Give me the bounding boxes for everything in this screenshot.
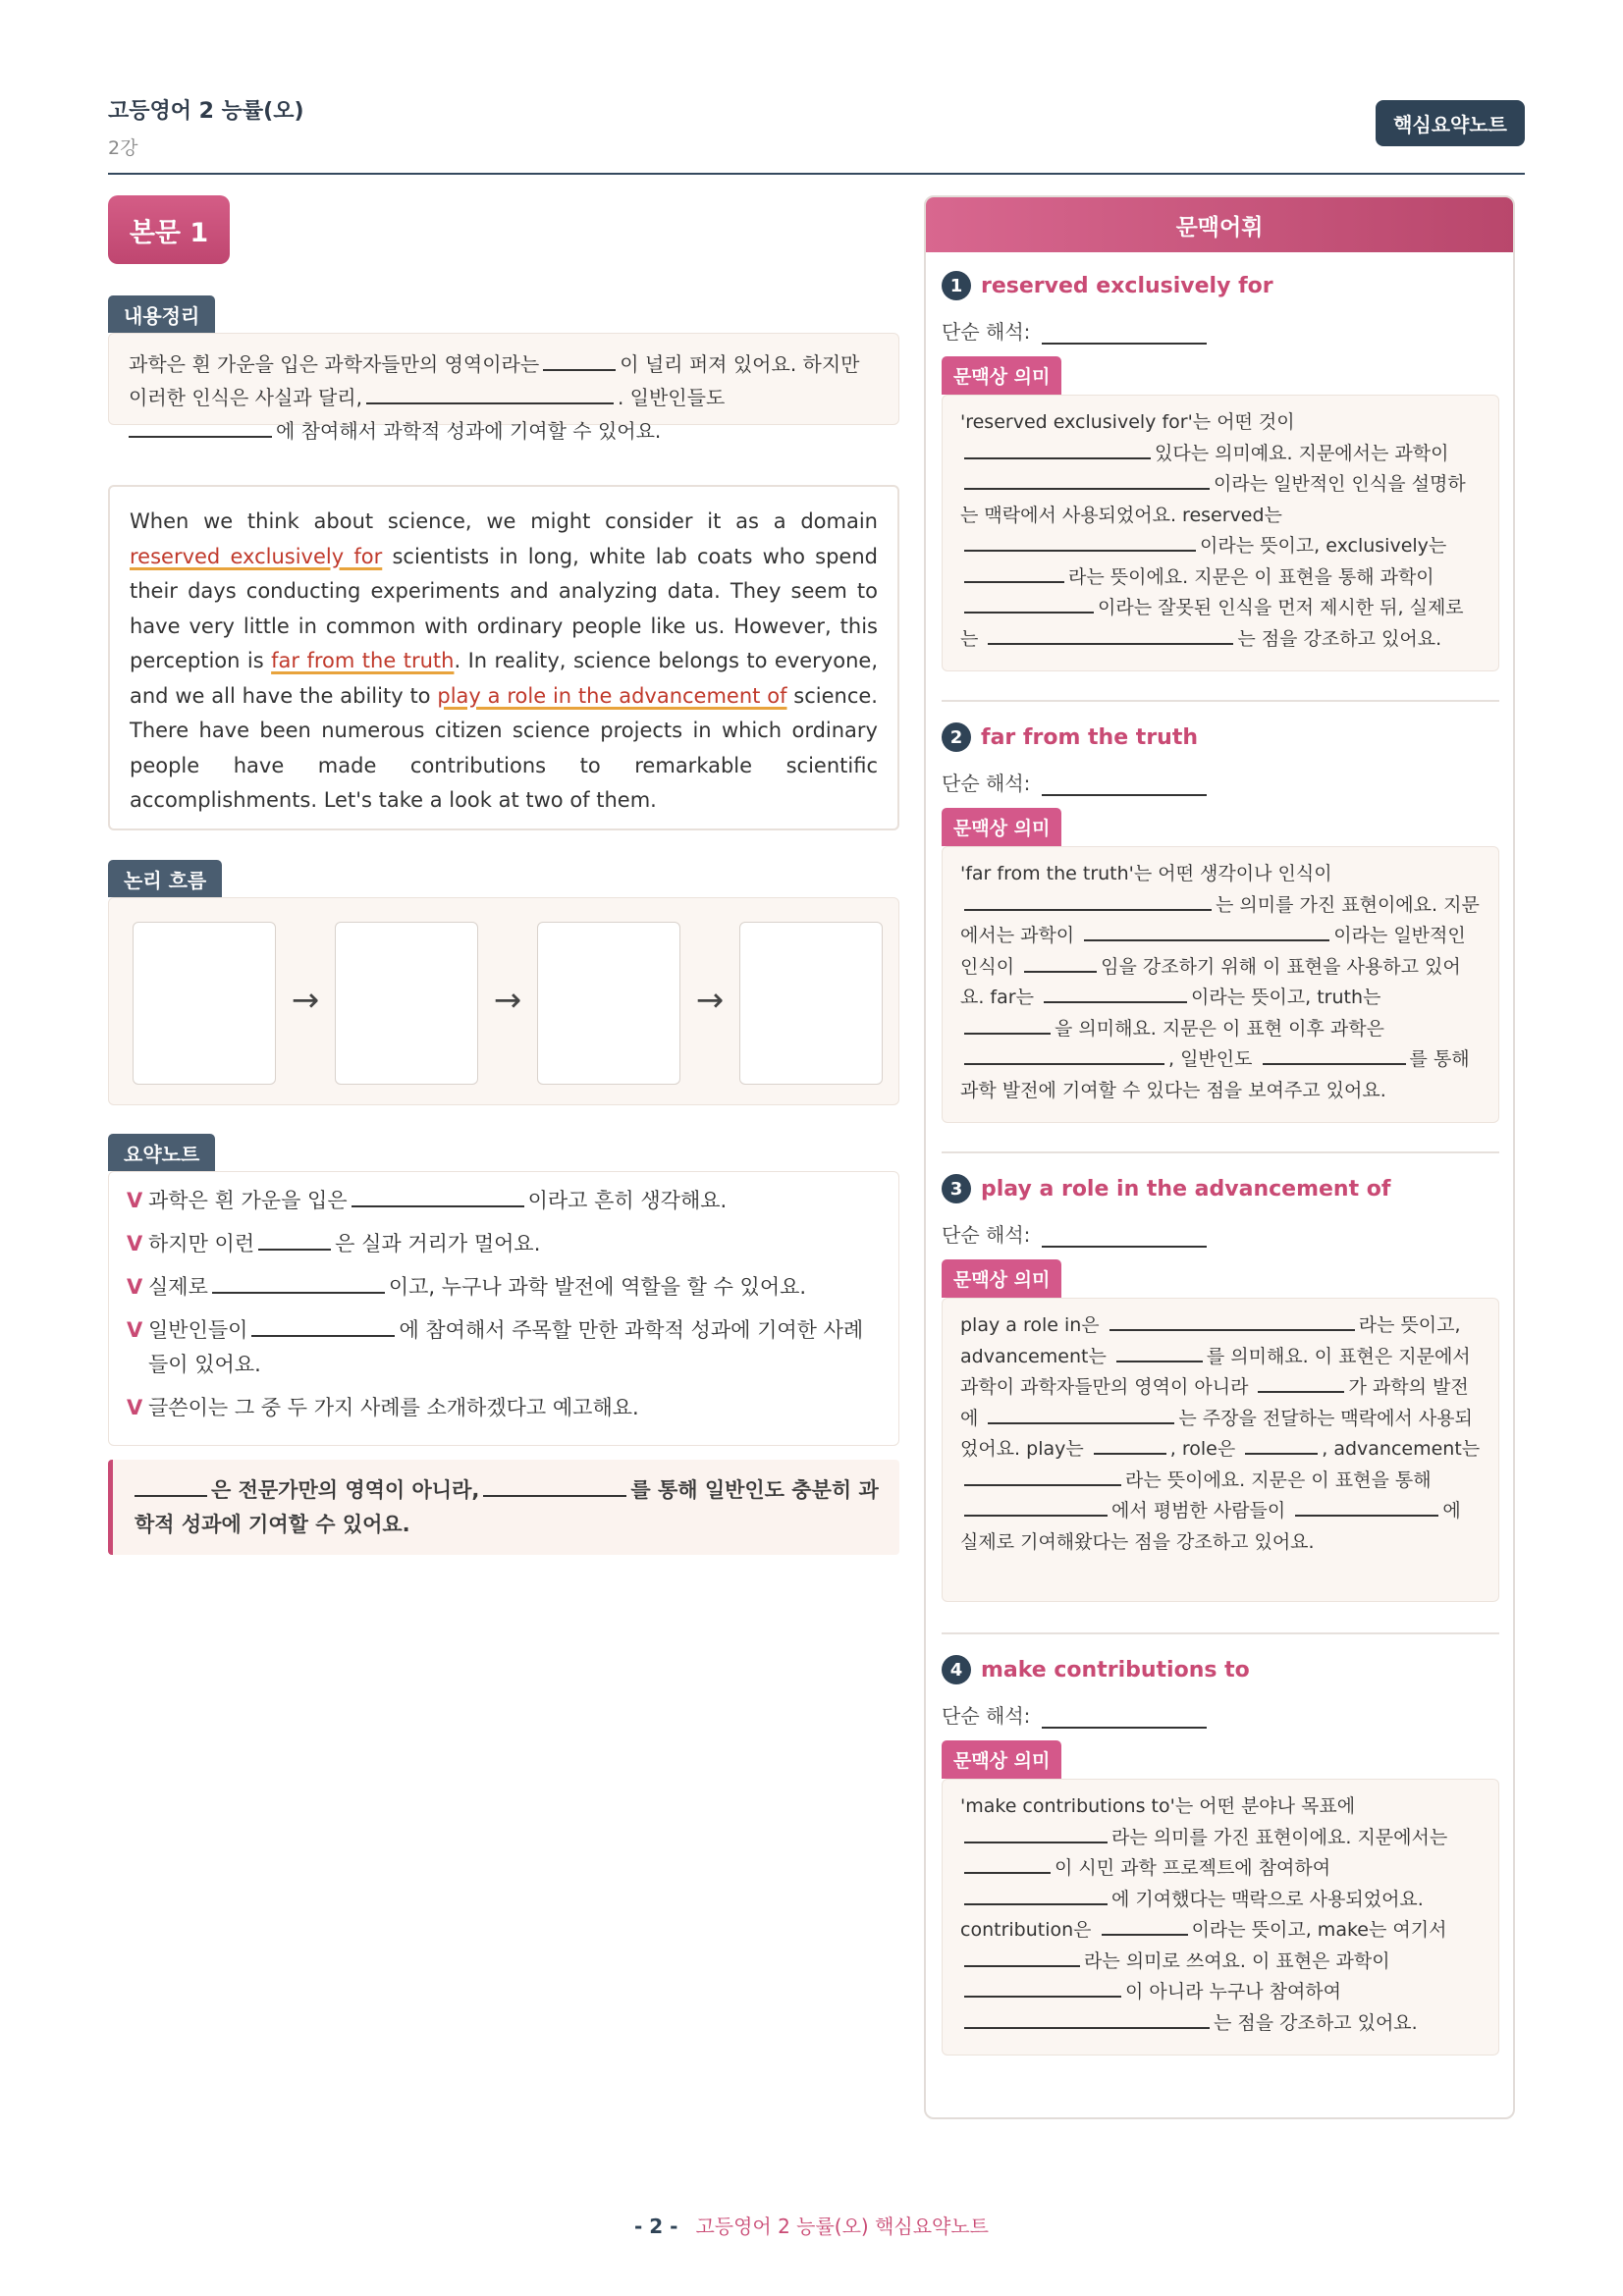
flow-card-2[interactable] (335, 922, 478, 1085)
item-number-badge: 3 (942, 1174, 971, 1203)
vocab-term: make contributions to (981, 1657, 1250, 1682)
highlight-play-a-role[interactable]: play a role in the advancement of (437, 683, 787, 708)
flow-card-3[interactable] (537, 922, 680, 1085)
check-mark-icon: V (127, 1232, 143, 1255)
simple-translation-row (942, 309, 1499, 345)
lesson-tag: 본문 1 (108, 195, 230, 264)
arrow-icon: → (291, 981, 320, 1020)
answer-blank[interactable] (352, 1187, 524, 1207)
answer-blank[interactable] (366, 385, 614, 404)
context-text: 이라는 뜻이고, truth는 (1190, 987, 1381, 1008)
answer-blank[interactable] (258, 1230, 331, 1251)
check-mark-icon: V (127, 1275, 143, 1299)
passage-text: science. There have been numerous citizen science projects in which ordinary people have made contributions to remarkable scientific accomplishments. Let's take a look at two of them. (130, 683, 878, 812)
note-text: 글쓴이는 그 중 두 가지 사례를 소개하겠다고 예고해요. (148, 1396, 639, 1419)
context-meaning-tag: 문맥상 의미 (942, 808, 1061, 846)
context-text: 가 과학의 발전에 (960, 1376, 1469, 1429)
answer-blank[interactable] (964, 1498, 1108, 1517)
note-item (127, 1184, 881, 1218)
context-text: 이 시민 과학 프로젝트에 참여하여 (1055, 1857, 1331, 1879)
simple-translation-label: 단순 해석: (942, 1704, 1031, 1728)
summary-text-4: 에 참여해서 과학적 성과에 기여할 수 있어요. (276, 419, 662, 443)
page-header (108, 94, 1525, 175)
check-mark-icon: V (127, 1189, 143, 1212)
vocab-term: play a role in the advancement of (981, 1176, 1391, 1201)
context-meaning-tag: 문맥상 의미 (942, 1259, 1061, 1298)
summary-text-3: . 일반인들도 (617, 386, 726, 409)
page-footer (0, 2211, 1623, 2239)
answer-blank[interactable] (964, 533, 1196, 552)
context-text: 를 의미해요. 이 표현은 지문에서 과학이 과학자들만의 영역이 아니라 (960, 1345, 1471, 1398)
note-text: 하지만 이런 (148, 1232, 255, 1255)
flow-card-1[interactable] (133, 922, 276, 1085)
answer-blank[interactable] (1245, 1436, 1318, 1455)
context-text: 는 점을 강조하고 있어요. (1237, 627, 1442, 650)
passage-text: scientists in long, white lab coats who spend their days conducting experiments and analyzing data. They seem to have very little in common with ordinary people like us. However, this perception is (130, 544, 878, 672)
answer-blank[interactable] (964, 441, 1151, 459)
context-text: , 일반인도 (1168, 1048, 1253, 1070)
context-text: 있다는 의미예요. 지문에서는 과학이 (1155, 442, 1449, 464)
context-meaning-box (942, 1298, 1499, 1602)
answer-blank[interactable] (1295, 1498, 1438, 1517)
simple-translation-row (942, 1212, 1499, 1248)
answer-blank[interactable] (1042, 1228, 1207, 1248)
vocab-term: far from the truth (981, 724, 1199, 750)
note-text: 실제로 (148, 1275, 208, 1299)
context-text: 에서 평범한 사람들이 (1111, 1500, 1286, 1522)
note-text: 과학은 흰 가운을 입은 (148, 1189, 348, 1212)
arrow-icon: → (493, 981, 522, 1020)
simple-translation-label: 단순 해석: (942, 320, 1031, 344)
context-text: 는 점을 강조하고 있어요. (1214, 2011, 1418, 2034)
summary-notes-box (108, 1171, 899, 1446)
note-text: 이라고 흔히 생각해요. (527, 1189, 728, 1212)
answer-blank[interactable] (251, 1316, 395, 1337)
passage-text: When we think about science, we might consider it as a domain (130, 509, 878, 533)
conclusion-box (108, 1460, 899, 1555)
context-meaning-box (942, 1779, 1499, 2056)
answer-blank[interactable] (543, 351, 616, 371)
answer-blank[interactable] (988, 1406, 1174, 1424)
note-text: 은 실과 거리가 멀어요. (335, 1232, 541, 1255)
context-text: 이라는 일반적인 인식이 (960, 925, 1466, 978)
answer-blank[interactable] (1263, 1046, 1406, 1065)
note-type-badge: 핵심요약노트 (1376, 100, 1525, 146)
note-text: 일반인들이 (148, 1318, 248, 1342)
summary-text-1: 과학은 흰 가운을 입은 과학자들만의 영역이라는 (129, 352, 540, 376)
answer-blank[interactable] (1258, 1374, 1344, 1393)
answer-blank[interactable] (964, 1855, 1051, 1874)
vocab-item-1 (942, 268, 1499, 671)
answer-blank[interactable] (964, 1949, 1080, 1967)
context-text: 를 통해 과학 발전에 기여할 수 있다는 점을 보여주고 있어요. (960, 1048, 1470, 1101)
divider (942, 700, 1499, 702)
context-text: , role은 (1169, 1438, 1236, 1460)
note-text: 이고, 누구나 과학 발전에 역할을 할 수 있어요. (388, 1275, 807, 1299)
answer-blank[interactable] (964, 2010, 1210, 2029)
answer-blank[interactable] (964, 1887, 1108, 1905)
vocab-panel-title: 문맥어휘 (926, 197, 1513, 252)
answer-blank[interactable] (1042, 1709, 1207, 1729)
context-text: 'reserved exclusively for'는 어떤 것이 (960, 411, 1295, 433)
context-text: 라는 뜻이고, advancement는 (960, 1314, 1461, 1367)
context-text: 이라는 일반적인 인식을 설명하는 맥락에서 사용되었어요. reserved는 (960, 473, 1466, 526)
note-item (127, 1227, 881, 1261)
page-number: - 2 - (633, 2215, 678, 2238)
context-text: 이라는 뜻이고, make는 여기서 (1191, 1919, 1447, 1941)
answer-blank[interactable] (1109, 1312, 1355, 1331)
conclusion-text: 를 통해 일반인도 충분히 과학적 성과에 기여할 수 있어요. (135, 1478, 879, 1536)
context-text: 에 실제로 기여해왔다는 점을 강조하고 있어요. (960, 1500, 1461, 1553)
simple-translation-label: 단순 해석: (942, 1223, 1031, 1247)
answer-blank[interactable] (964, 1468, 1121, 1486)
divider (942, 1632, 1499, 1634)
context-text: 는 주장을 전달하는 맥락에서 사용되었어요. play는 (960, 1407, 1473, 1460)
divider (942, 1151, 1499, 1153)
context-text: , advancement는 (1322, 1438, 1481, 1460)
answer-blank[interactable] (1024, 954, 1097, 973)
footer-title: 고등영어 2 능률(오) 핵심요약노트 (695, 2215, 989, 2238)
answer-blank[interactable] (1084, 923, 1329, 941)
answer-blank[interactable] (964, 471, 1210, 490)
vocab-term: reserved exclusively for (981, 273, 1273, 298)
context-text: 'far from the truth'는 어떤 생각이나 인식이 (960, 863, 1332, 884)
context-text: 이라는 잘못된 인식을 먼저 제시한 뒤, 실제로는 (960, 597, 1464, 650)
summary-box (108, 333, 899, 443)
vocab-item-3 (942, 1171, 1499, 1602)
note-item (127, 1270, 881, 1305)
answer-blank[interactable] (135, 1476, 207, 1497)
passage-box (108, 485, 899, 830)
note-text: 에 참여해서 주목할 만한 과학적 성과에 기여한 사례들이 있어요. (148, 1318, 864, 1376)
flow-card-4[interactable] (739, 922, 883, 1085)
vocab-item-4 (942, 1652, 1499, 2056)
vocab-panel (924, 195, 1515, 2119)
context-text: 는 의미를 가진 표현이에요. 지문에서는 과학이 (960, 893, 1480, 946)
context-text: 라는 의미로 쓰여요. 이 표현은 과학이 (1084, 1949, 1390, 1972)
context-meaning-box (942, 846, 1499, 1123)
context-meaning-tag: 문맥상 의미 (942, 1740, 1061, 1779)
answer-blank[interactable] (964, 1046, 1164, 1065)
item-number-badge: 2 (942, 722, 971, 752)
arrow-icon: → (695, 981, 725, 1020)
context-text: 임을 강조하기 위해 이 표현을 사용하고 있어요. far는 (960, 955, 1461, 1008)
context-text: 라는 뜻이에요. 지문은 이 표현을 통해 (1125, 1468, 1432, 1491)
check-mark-icon: V (127, 1396, 143, 1419)
context-text: 을 의미해요. 지문은 이 표현 이후 과학은 (1055, 1017, 1384, 1040)
context-meaning-box (942, 395, 1499, 671)
context-text: 이라는 뜻이고, exclusively는 (1200, 535, 1447, 557)
context-text: 이 아니라 누구나 참여하여 (1125, 1981, 1342, 2002)
answer-blank[interactable] (988, 626, 1233, 645)
vocab-item-2 (942, 720, 1499, 1123)
item-number-badge: 1 (942, 271, 971, 300)
passage-text: . In reality, science belongs to everyone, and we all have the ability to (130, 649, 878, 708)
answer-blank[interactable] (1102, 1917, 1188, 1936)
book-title: 고등영어 2 능률(오) (108, 99, 304, 124)
simple-translation-row (942, 761, 1499, 796)
highlight-reserved-exclusively-for[interactable]: reserved exclusively for (130, 544, 383, 568)
answer-blank[interactable] (964, 564, 1064, 583)
context-meaning-tag: 문맥상 의미 (942, 356, 1061, 395)
answer-blank[interactable] (1042, 776, 1207, 796)
note-item (127, 1313, 881, 1382)
flow-label: 논리 흐름 (108, 860, 222, 897)
flow-box (108, 897, 899, 1105)
item-number-badge: 4 (942, 1655, 971, 1684)
notes-label: 요약노트 (108, 1134, 215, 1171)
answer-blank[interactable] (483, 1476, 626, 1497)
context-text: 라는 의미를 가진 표현이에요. 지문에서는 (1111, 1826, 1448, 1848)
summary-label: 내용정리 (108, 295, 215, 333)
answer-blank[interactable] (1094, 1436, 1166, 1455)
context-text: play a role in은 (960, 1314, 1100, 1336)
answer-blank[interactable] (964, 595, 1094, 614)
summary-text-2: 이 널리 퍼져 있어요. 하지만 이러한 인식은 사실과 달리, (129, 352, 860, 409)
context-text: 라는 뜻이에요. 지문은 이 표현을 통해 과학이 (1068, 565, 1434, 588)
highlight-far-from-the-truth[interactable]: far from the truth (271, 649, 455, 672)
answer-blank[interactable] (964, 1825, 1108, 1843)
answer-blank[interactable] (1042, 325, 1207, 345)
note-item (127, 1391, 881, 1425)
answer-blank[interactable] (1116, 1344, 1203, 1362)
context-text: 'make contributions to'는 어떤 분야나 목표에 (960, 1795, 1356, 1817)
answer-blank[interactable] (1044, 985, 1187, 1003)
conclusion-text: 은 전문가만의 영역이 아니라, (211, 1478, 480, 1502)
context-text: 에 기여했다는 맥락으로 사용되었어요. contribution은 (960, 1888, 1424, 1941)
answer-blank[interactable] (964, 1016, 1051, 1035)
answer-blank[interactable] (964, 1979, 1121, 1998)
answer-blank[interactable] (212, 1273, 385, 1294)
check-mark-icon: V (127, 1318, 143, 1342)
answer-blank[interactable] (964, 892, 1212, 911)
simple-translation-label: 단순 해석: (942, 772, 1031, 795)
simple-translation-row (942, 1693, 1499, 1729)
answer-blank[interactable] (129, 418, 272, 438)
lesson-number: 2강 (108, 137, 138, 159)
